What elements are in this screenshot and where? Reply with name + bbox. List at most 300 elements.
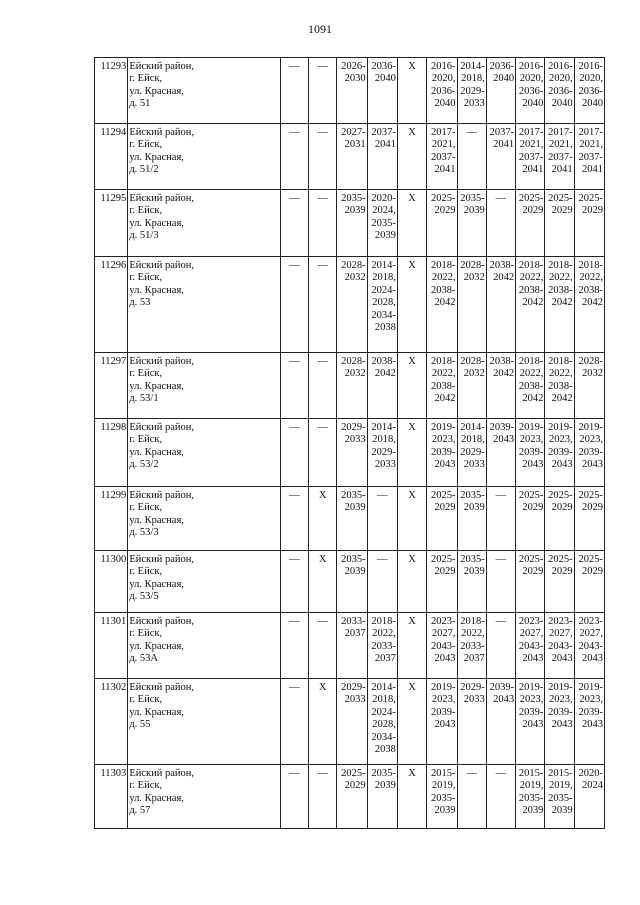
address-line: ул. Красная,	[129, 217, 184, 229]
value-line: 2043	[493, 694, 515, 706]
value-cell	[397, 419, 426, 487]
value-line: 2025-	[548, 554, 573, 565]
value-cell	[397, 190, 426, 257]
value-line: 2025-	[341, 768, 366, 779]
value-line: —	[495, 554, 507, 565]
value-line: 2035-	[341, 554, 366, 565]
value-line: 2018-	[578, 260, 603, 271]
value-line: 2039	[551, 805, 573, 817]
value-line: 2038-	[518, 284, 544, 296]
value-line: 2029	[551, 566, 573, 578]
value-line: 2038-	[578, 284, 603, 296]
address-cell	[128, 679, 280, 765]
value-line: 2038-	[518, 380, 544, 392]
value-cell	[457, 58, 486, 124]
value-line: —	[495, 490, 507, 501]
value-line: 2039-	[548, 446, 573, 458]
value-line: 2018-	[371, 616, 396, 627]
value-cell	[545, 58, 574, 124]
address-cell	[128, 257, 280, 353]
value-line: 2018-	[548, 260, 573, 271]
value-line: 2043-	[431, 640, 456, 652]
value-line: 2033	[463, 694, 485, 706]
value-line: X	[318, 682, 327, 693]
value-line: 2032	[463, 368, 485, 380]
value-line: 2035-	[518, 792, 544, 804]
value-line: 2022,	[461, 628, 485, 640]
value-line: 2019-	[578, 682, 603, 693]
value-cell	[309, 124, 337, 190]
value-line: 2043	[582, 653, 603, 665]
value-cell	[309, 487, 337, 551]
address-cell	[128, 58, 280, 124]
value-line: 2019-	[431, 422, 456, 433]
value-line: 2033	[344, 434, 366, 446]
value-line: 2030	[344, 73, 366, 85]
value-cell	[427, 58, 457, 124]
value-cell	[337, 551, 367, 613]
value-cell	[427, 124, 457, 190]
value-line: —	[495, 768, 507, 779]
value-line: 2025-	[518, 193, 544, 204]
value-cell	[574, 419, 604, 487]
value-line: 2029-	[460, 85, 485, 97]
value-line: 2028,	[372, 719, 396, 731]
value-line: —	[317, 616, 328, 627]
address-line: д. 51	[129, 98, 151, 110]
value-cell	[516, 613, 545, 679]
value-cell	[280, 353, 308, 419]
value-line: 2028-	[460, 260, 485, 271]
value-cell	[486, 124, 515, 190]
value-cell	[545, 487, 574, 551]
value-line: 2038	[374, 322, 396, 334]
value-line: 2025-	[548, 193, 573, 204]
value-cell	[457, 613, 486, 679]
value-line: 2018-	[460, 616, 485, 627]
value-cell	[367, 679, 397, 765]
value-line: 2015-	[518, 768, 544, 779]
value-line: 2019-	[548, 682, 573, 693]
value-line: 2041	[434, 164, 456, 176]
value-line: 2018-	[548, 356, 573, 367]
value-line: 2029	[582, 205, 603, 217]
value-line: X	[408, 422, 416, 433]
value-line: 2018-	[518, 260, 544, 271]
value-line: X	[408, 616, 416, 627]
value-line: —	[289, 127, 300, 138]
value-cell	[427, 679, 457, 765]
value-line: —	[289, 682, 300, 693]
page-number: 1091	[308, 22, 332, 36]
address-cell	[128, 487, 280, 551]
address-line: ул. Красная,	[129, 578, 184, 590]
value-line: 2020-	[578, 768, 603, 779]
value-cell	[337, 419, 367, 487]
address-line: Ейский район,	[129, 682, 194, 693]
value-line: 2024	[582, 780, 603, 792]
value-line: 2042	[374, 368, 396, 380]
value-cell	[516, 679, 545, 765]
value-line: 2021,	[431, 139, 456, 151]
value-line: 2025-	[431, 193, 456, 204]
value-line: 2025-	[548, 490, 573, 501]
value-line: 2022,	[549, 368, 573, 380]
address-line: ул. Красная,	[129, 706, 184, 718]
value-line: —	[317, 61, 328, 72]
address-cell	[128, 551, 280, 613]
value-line: 2039-	[431, 706, 456, 718]
value-line: 2042	[522, 297, 544, 309]
value-line: 2038-	[431, 284, 456, 296]
address-line: д. 57	[129, 805, 151, 817]
value-line: 2037	[463, 653, 485, 665]
value-line: 2029	[582, 566, 603, 578]
value-line: 2043	[434, 653, 456, 665]
value-line: —	[377, 490, 388, 501]
value-line: —	[289, 260, 300, 271]
address-line: ул. Красная,	[129, 151, 184, 163]
value-line: —	[289, 422, 300, 433]
row-number: 11298	[95, 419, 128, 487]
address-line: д. 53/2	[129, 459, 159, 471]
value-line: 2027,	[549, 628, 573, 640]
value-line: 2042	[522, 393, 544, 405]
value-cell	[367, 353, 397, 419]
value-line: 2025-	[578, 554, 603, 565]
address-line: д. 53	[129, 297, 151, 309]
value-line: 2022,	[579, 272, 603, 284]
address-line: д. 53/3	[129, 527, 159, 539]
value-line: X	[408, 127, 416, 138]
value-line: 2039	[344, 205, 366, 217]
value-line: 2028-	[578, 356, 603, 367]
value-cell	[337, 487, 367, 551]
value-line: 2039-	[518, 706, 544, 718]
address-line: д. 51/2	[129, 164, 159, 176]
value-line: 2040	[582, 98, 603, 110]
value-line: X	[408, 260, 416, 271]
value-cell	[337, 679, 367, 765]
value-cell	[337, 613, 367, 679]
value-cell	[280, 419, 308, 487]
value-cell	[280, 679, 308, 765]
value-cell	[280, 487, 308, 551]
value-line: 2038-	[431, 380, 456, 392]
table-row	[95, 58, 605, 124]
value-cell	[486, 419, 515, 487]
value-cell	[457, 257, 486, 353]
value-cell	[397, 679, 426, 765]
value-line: 2024,	[372, 205, 396, 217]
value-line: 2043-	[518, 640, 544, 652]
table-row	[95, 419, 605, 487]
value-line: 2014-	[460, 61, 485, 72]
value-cell	[574, 613, 604, 679]
value-line: 2016-	[518, 61, 544, 72]
value-line: 2017-	[578, 127, 603, 138]
value-cell	[427, 419, 457, 487]
value-cell	[574, 487, 604, 551]
value-line: 2043	[434, 459, 456, 471]
value-line: 2026-	[341, 61, 366, 72]
value-cell	[337, 58, 367, 124]
value-line: 2038-	[489, 356, 515, 367]
value-line: 2028-	[460, 356, 485, 367]
value-line: 2039-	[489, 422, 515, 433]
value-line: 2020,	[579, 73, 603, 85]
value-cell	[486, 613, 515, 679]
value-line: 2014-	[371, 422, 396, 433]
address-line: Ейский район,	[129, 554, 194, 565]
address-line: Ейский район,	[129, 490, 194, 501]
value-line: 2033	[463, 459, 485, 471]
value-cell	[486, 487, 515, 551]
value-line: 2029-	[341, 422, 366, 433]
value-cell	[545, 190, 574, 257]
value-cell	[457, 124, 486, 190]
value-line: 2033-	[371, 640, 396, 652]
row-number: 11301	[95, 613, 128, 679]
address-line: г. Ейск,	[129, 272, 163, 284]
value-line: 2041	[522, 164, 544, 176]
value-line: —	[317, 422, 328, 433]
address-line: г. Ейск,	[129, 566, 163, 578]
value-line: 2028-	[341, 356, 366, 367]
value-line: 2031	[344, 139, 366, 151]
value-line: 2016-	[548, 61, 573, 72]
value-line: 2027,	[431, 628, 456, 640]
address-cell	[128, 419, 280, 487]
value-cell	[367, 257, 397, 353]
value-line: 2042	[434, 393, 456, 405]
value-line: 2041	[374, 139, 396, 151]
value-line: 2016-	[578, 61, 603, 72]
value-cell	[574, 257, 604, 353]
value-line: 2014-	[371, 682, 396, 693]
row-number: 11302	[95, 679, 128, 765]
value-line: 2039	[344, 502, 366, 514]
value-cell	[397, 257, 426, 353]
value-line: 2019-	[431, 682, 456, 693]
value-cell	[427, 257, 457, 353]
value-cell	[337, 257, 367, 353]
value-cell	[457, 419, 486, 487]
value-cell	[516, 551, 545, 613]
value-cell	[397, 765, 426, 829]
value-line: 2039	[344, 566, 366, 578]
address-cell	[128, 124, 280, 190]
value-line: 2023,	[431, 434, 456, 446]
table-row	[95, 679, 605, 765]
value-line: 2035-	[371, 217, 396, 229]
value-line: 2033	[374, 459, 396, 471]
value-line: 2029	[522, 205, 544, 217]
value-line: 2039	[522, 805, 544, 817]
value-line: —	[466, 768, 477, 779]
value-line: —	[495, 616, 507, 627]
value-line: 2038-	[548, 284, 573, 296]
address-line: ул. Красная,	[129, 446, 184, 458]
value-line: 2039-	[489, 682, 515, 693]
address-line: д. 53/5	[129, 591, 159, 603]
value-line: 2018,	[372, 694, 396, 706]
value-line: 2014-	[460, 422, 485, 433]
value-line: —	[317, 768, 328, 779]
address-line: Ейский район,	[129, 260, 194, 271]
value-line: 2017-	[431, 127, 456, 138]
value-line: 2023,	[519, 434, 544, 446]
value-cell	[516, 487, 545, 551]
address-line: ул. Красная,	[129, 514, 184, 526]
value-line: 2038-	[489, 260, 515, 271]
value-line: 2022,	[372, 628, 396, 640]
value-line: 2027-	[341, 127, 366, 138]
address-line: д. 53А	[129, 653, 158, 665]
value-line: 2028,	[372, 297, 396, 309]
value-line: 2018-	[431, 260, 456, 271]
value-cell	[280, 551, 308, 613]
value-line: 2043	[522, 719, 544, 731]
value-cell	[280, 613, 308, 679]
value-line: 2038-	[548, 380, 573, 392]
value-line: 2039	[463, 205, 485, 217]
value-line: 2043	[522, 459, 544, 471]
value-line: 2016-	[431, 61, 456, 72]
value-line: 2037	[344, 628, 366, 640]
address-line: Ейский район,	[129, 61, 194, 72]
value-line: 2022,	[519, 368, 544, 380]
value-cell	[486, 190, 515, 257]
value-cell	[427, 551, 457, 613]
value-line: 2041	[551, 164, 573, 176]
value-cell	[545, 679, 574, 765]
value-line: 2042	[493, 272, 515, 284]
address-line: г. Ейск,	[129, 502, 163, 514]
value-line: 2036-	[431, 85, 456, 97]
value-line: 2017-	[518, 127, 544, 138]
value-line: 2040	[522, 98, 544, 110]
value-line: —	[289, 616, 300, 627]
value-line: 2041	[582, 164, 603, 176]
address-line: Ейский район,	[129, 356, 194, 367]
value-line: 2039	[463, 502, 485, 514]
value-line: 2039-	[578, 706, 603, 718]
value-cell	[486, 58, 515, 124]
value-cell	[457, 190, 486, 257]
value-cell	[516, 765, 545, 829]
value-line: 2038	[374, 744, 396, 756]
value-cell	[309, 190, 337, 257]
value-cell	[397, 613, 426, 679]
value-line: 2037-	[548, 151, 573, 163]
value-line: 2036-	[578, 85, 603, 97]
value-line: 2018,	[372, 434, 396, 446]
table-row	[95, 190, 605, 257]
address-line: г. Ейск,	[129, 205, 163, 217]
address-cell	[128, 765, 280, 829]
value-line: 2038-	[371, 356, 396, 367]
value-cell	[457, 487, 486, 551]
value-line: X	[408, 768, 416, 779]
value-cell	[280, 257, 308, 353]
value-line: 2019,	[519, 780, 544, 792]
value-line: 2037	[374, 653, 396, 665]
value-line: 2034-	[371, 309, 396, 321]
value-line: 2035-	[431, 792, 456, 804]
value-line: 2015-	[548, 768, 573, 779]
value-cell	[486, 551, 515, 613]
value-line: 2042	[434, 297, 456, 309]
value-line: 2043	[493, 434, 515, 446]
value-cell	[574, 679, 604, 765]
value-cell	[545, 765, 574, 829]
value-line: 2029	[434, 205, 456, 217]
value-line: —	[377, 554, 388, 565]
value-line: 2025-	[578, 193, 603, 204]
value-cell	[280, 58, 308, 124]
value-cell	[309, 257, 337, 353]
value-line: —	[289, 356, 300, 367]
row-number: 11294	[95, 124, 128, 190]
value-line: 2018,	[461, 73, 485, 85]
value-line: 2023,	[579, 694, 603, 706]
value-line: 2043	[522, 653, 544, 665]
value-cell	[367, 551, 397, 613]
value-cell	[309, 353, 337, 419]
value-cell	[574, 353, 604, 419]
value-cell	[486, 679, 515, 765]
value-line: 2020,	[519, 73, 544, 85]
value-line: 2014-	[371, 260, 396, 271]
value-line: 2023-	[578, 616, 603, 627]
value-line: 2036-	[489, 61, 515, 72]
value-line: 2023-	[518, 616, 544, 627]
address-line: г. Ейск,	[129, 434, 163, 446]
address-line: Ейский район,	[129, 127, 194, 138]
value-line: 2039	[463, 566, 485, 578]
value-cell	[427, 487, 457, 551]
value-line: 2043	[434, 719, 456, 731]
table-row	[95, 124, 605, 190]
address-line: ул. Красная,	[129, 284, 184, 296]
value-cell	[516, 257, 545, 353]
value-cell	[574, 58, 604, 124]
table-row	[95, 353, 605, 419]
row-number: 11295	[95, 190, 128, 257]
value-line: 2032	[463, 272, 485, 284]
value-cell	[309, 613, 337, 679]
value-line: 2017-	[548, 127, 573, 138]
value-line: X	[408, 356, 416, 367]
value-cell	[309, 765, 337, 829]
value-cell	[427, 765, 457, 829]
value-line: 2024-	[371, 284, 396, 296]
address-line: д. 55	[129, 719, 151, 731]
value-line: 2032	[582, 368, 603, 380]
address-line: Ейский район,	[129, 193, 194, 204]
value-line: 2022,	[431, 368, 456, 380]
value-cell	[337, 190, 367, 257]
value-line: 2020,	[431, 73, 456, 85]
value-line: X	[318, 490, 327, 501]
value-cell	[574, 765, 604, 829]
value-cell	[397, 58, 426, 124]
value-cell	[280, 765, 308, 829]
value-cell	[457, 551, 486, 613]
value-line: 2025-	[518, 490, 544, 501]
value-line: 2024-	[371, 706, 396, 718]
